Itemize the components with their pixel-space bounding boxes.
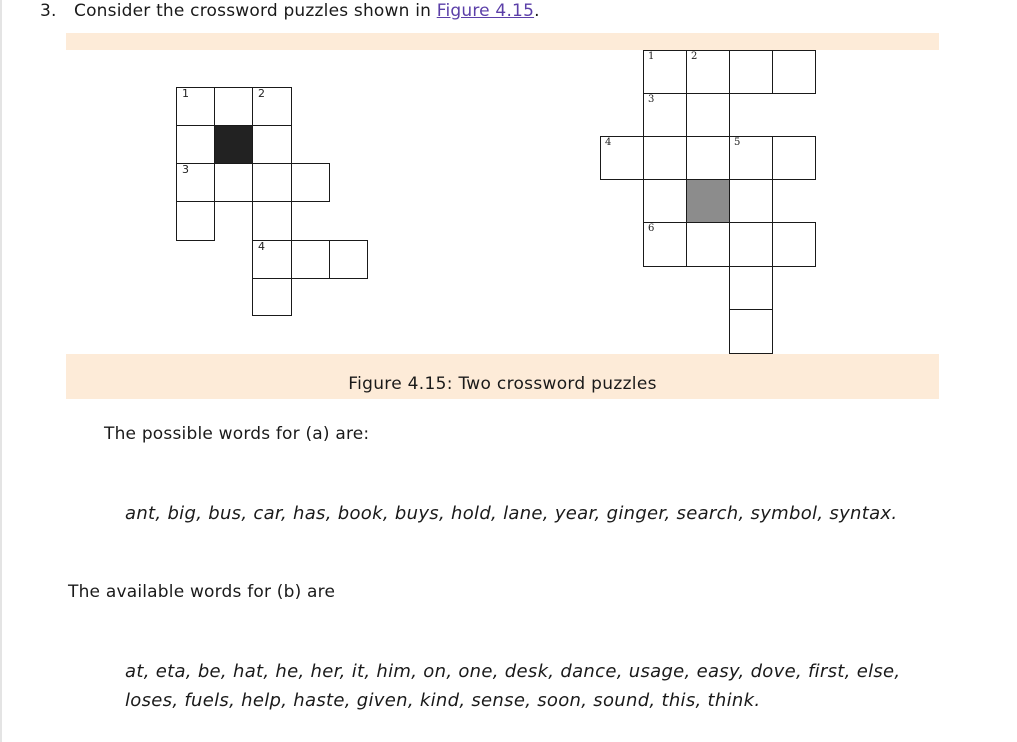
- part-b-word-list-line-1: at, eta, be, hat, he, her, it, him, on, one, desk, dance, usage, easy, dove, first, else,: [125, 661, 901, 682]
- figure-caption: Figure 4.15: Two crossword puzzles: [348, 374, 657, 394]
- puzzle-a-cell: [252, 201, 292, 241]
- puzzle-a-cell: [252, 163, 292, 202]
- question-end: .: [534, 1, 540, 21]
- part-b-intro: The available words for (b) are: [68, 582, 336, 602]
- question-text: Consider the crossword puzzles shown in: [74, 1, 437, 21]
- puzzle-a-cell: [176, 163, 215, 202]
- puzzle-b-cell: [643, 93, 687, 137]
- puzzle-a-black-cell: [214, 125, 253, 164]
- clue-number: 2: [691, 51, 698, 62]
- puzzle-b-cell: [772, 50, 816, 94]
- puzzle-a-cell: [291, 240, 330, 279]
- puzzle-a-cell: [252, 240, 292, 279]
- puzzle-a-cell: [214, 163, 253, 202]
- puzzle-a-cell: [252, 87, 292, 126]
- puzzle-a-cell: [176, 125, 215, 164]
- puzzle-a-cell: [176, 87, 215, 126]
- clue-number: 1: [648, 51, 655, 62]
- clue-number: 3: [182, 163, 189, 176]
- clue-number: 3: [648, 94, 655, 105]
- part-a-intro: The possible words for (a) are:: [104, 424, 370, 444]
- puzzle-a-cell: [252, 125, 292, 164]
- page-left-border: [0, 0, 2, 742]
- puzzle-a-cell: [252, 278, 292, 316]
- puzzle-b-cell: [686, 222, 730, 267]
- puzzle-b-cell: [772, 222, 816, 267]
- figure-link[interactable]: Figure 4.15: [436, 1, 535, 21]
- puzzle-b-cell: [729, 222, 773, 267]
- clue-number: 5: [734, 137, 741, 148]
- clue-number: 4: [605, 137, 612, 148]
- part-a-word-list: ant, big, bus, car, has, book, buys, hold, lane, year, ginger, search, symbol, syntax.: [125, 503, 898, 524]
- puzzle-b-cell: [686, 50, 730, 94]
- puzzle-b-cell: [643, 179, 687, 223]
- question-line: [40, 0, 540, 22]
- puzzle-b-cell: [686, 93, 730, 137]
- puzzle-b-cell: [729, 266, 773, 310]
- puzzle-b-cell: [643, 136, 687, 180]
- puzzle-a-cell: [329, 240, 368, 279]
- puzzle-a-cell: [176, 201, 215, 241]
- puzzle-b-shaded-cell: [686, 179, 730, 223]
- puzzle-b-cell: [686, 136, 730, 180]
- puzzle-a-cell: [291, 163, 330, 202]
- puzzle-b-cell: [772, 136, 816, 180]
- puzzle-b-cell: [729, 136, 773, 180]
- clue-number: 4: [258, 240, 265, 253]
- puzzle-a-cell: [214, 87, 253, 126]
- puzzle-b-cell: [729, 179, 773, 223]
- question-number: 3.: [40, 1, 57, 21]
- puzzle-b-cell: [600, 136, 644, 180]
- puzzle-b-cell: [729, 309, 773, 354]
- puzzle-b-cell: [643, 50, 687, 94]
- puzzle-b-cell: [729, 50, 773, 94]
- puzzle-b-cell: [643, 222, 687, 267]
- figure-top-band: [66, 33, 939, 50]
- clue-number: 1: [182, 87, 189, 100]
- clue-number: 6: [648, 223, 655, 234]
- clue-number: 2: [258, 87, 265, 100]
- part-b-word-list-line-2: loses, fuels, help, haste, given, kind, sense, soon, sound, this, think.: [125, 690, 761, 711]
